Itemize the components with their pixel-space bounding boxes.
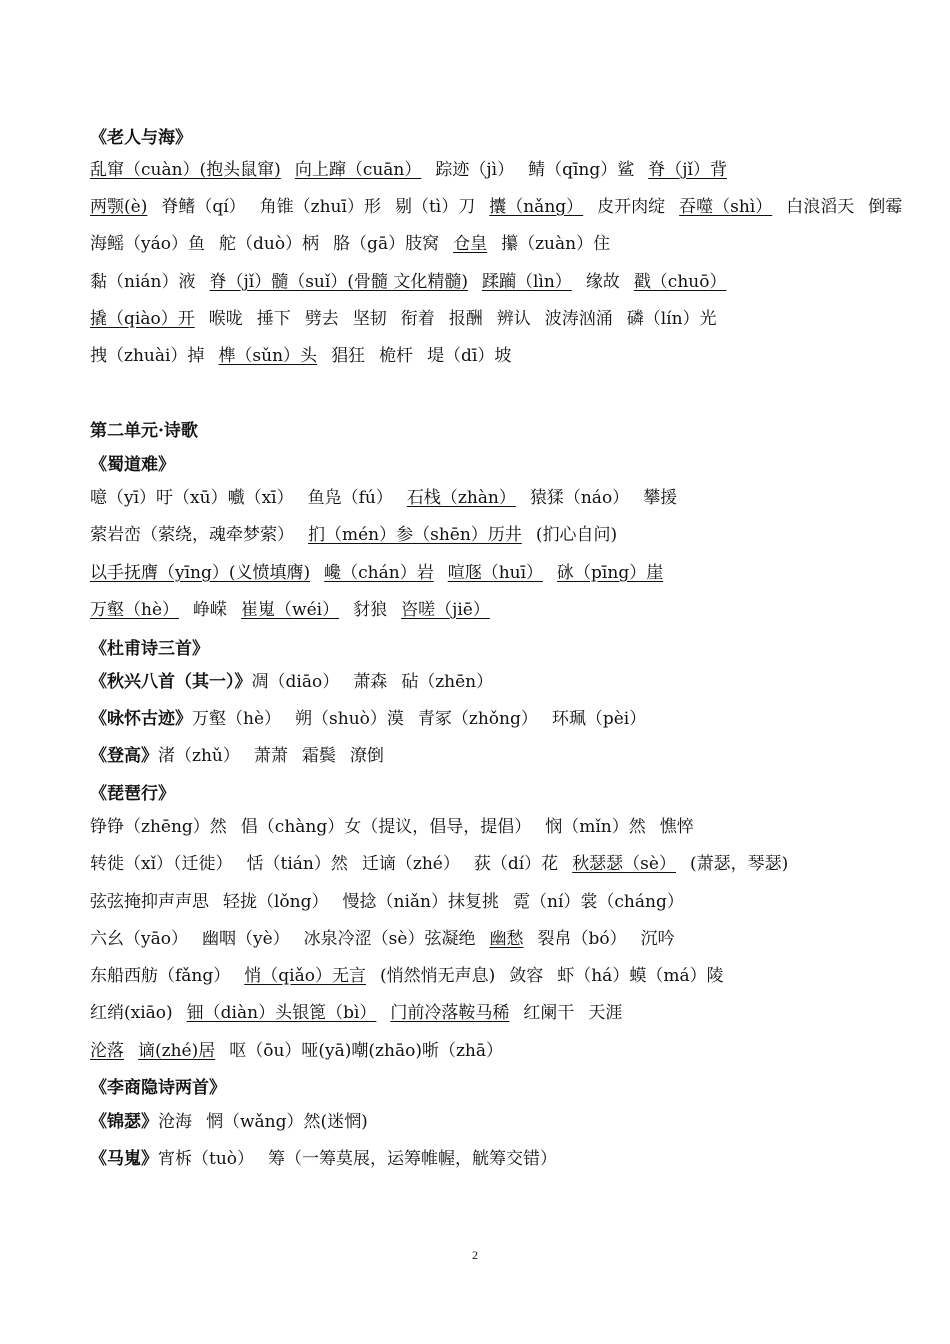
vocab-term: 铮铮（zhēng）然 (90, 817, 227, 837)
vocab-term: 冰泉冷涩（sè）弦凝绝 (303, 929, 476, 949)
vocab-term: 撬（qiào）开 (90, 309, 195, 329)
vocab-line (90, 927, 689, 951)
vocab-line (90, 964, 738, 988)
vocab-term: 戳（chuō） (633, 272, 727, 292)
vocab-term: 虾（há）蟆（má）陵 (557, 966, 724, 986)
vocab-term: 崔嵬（wéi） (241, 600, 340, 620)
vocab-term: 攥（zuàn）住 (501, 234, 611, 254)
vocab-line (90, 486, 691, 510)
vocab-term: 慢捻（niǎn）抹复挑 (342, 892, 499, 912)
vocab-term: 猖狂 (331, 346, 366, 366)
vocab-term: (扪心自问) (535, 525, 618, 545)
vocab-line (90, 1110, 382, 1134)
vocab-term: 倒霉 (868, 197, 903, 217)
vocab-term: (萧瑟，琴瑟) (689, 854, 789, 874)
vocab-term: 踪迹（jì） (435, 160, 515, 180)
vocab-line (90, 1039, 517, 1063)
section-heading: 《老人与海》 (90, 128, 192, 148)
section-heading: 《杜甫诗三首》 (90, 639, 209, 659)
vocab-term: 钿（diàn）头银篦（bì） (186, 1003, 377, 1023)
vocab-term: 谪(zhé)居 (138, 1041, 216, 1061)
vocab-term: 波涛汹涌 (544, 309, 613, 329)
vocab-term: 攮（nǎng） (489, 197, 584, 217)
vocab-term: 迁谪（zhé） (361, 854, 460, 874)
vocab-term: 渚（zhǔ） (158, 746, 240, 766)
vocab-term: 砧（zhēn） (401, 672, 494, 692)
vocab-line (90, 561, 677, 585)
vocab-term: 潦倒 (349, 746, 384, 766)
vocab-term: 辨认 (496, 309, 531, 329)
vocab-term: 脊（jǐ）背 (648, 160, 727, 180)
vocab-term: 幽愁 (489, 929, 524, 949)
vocab-line (90, 523, 631, 547)
vocab-line (90, 598, 504, 622)
vocab-term: 皮开肉绽 (597, 197, 666, 217)
vocab-term: 劈去 (304, 309, 339, 329)
vocab-line (90, 344, 525, 368)
vocab-line (90, 270, 740, 294)
vocab-term: 衔着 (400, 309, 435, 329)
vocab-term: 鱼凫（fú） (307, 488, 393, 508)
vocab-term: 筹（一筹莫展，运筹帷幄，觥筹交错） (268, 1149, 558, 1169)
vocab-term: 两颚(è) (90, 197, 148, 217)
vocab-term: 剔（tì）刀 (394, 197, 476, 217)
vocab-term: 舵（duò）柄 (218, 234, 320, 254)
vocab-term: 萧萧 (253, 746, 288, 766)
vocab-term: 宵柝（tuò） (158, 1149, 255, 1169)
vocab-term: 悯（mǐn）然 (545, 817, 646, 837)
vocab-term: 秋瑟瑟（sè） (572, 854, 676, 874)
vocab-term: 捶下 (256, 309, 291, 329)
vocab-line (90, 195, 916, 219)
vocab-term: 萦岩峦（萦绕，魂牵梦萦） (90, 525, 294, 545)
vocab-line (90, 670, 507, 694)
vocab-term: 门前冷落鞍马稀 (390, 1003, 510, 1023)
vocab-term: 巉（chán）岩 (324, 563, 434, 583)
vocab-term: 荻（dí）花 (473, 854, 559, 874)
vocab-term: 海鳐（yáo）鱼 (90, 234, 205, 254)
vocab-term: 喧豗（huī） (447, 563, 544, 583)
vocab-term: 报酬 (448, 309, 483, 329)
vocab-line (90, 1147, 571, 1171)
poem-label: 《马嵬》 (90, 1149, 158, 1169)
vocab-term: 萧森 (353, 672, 388, 692)
vocab-term: 砯（pīng）崖 (557, 563, 664, 583)
vocab-term: 转徙（xǐ）（迁徙） (90, 854, 233, 874)
vocab-term: (悄然悄无声息) (379, 966, 496, 986)
section-heading: 《李商隐诗两首》 (90, 1078, 226, 1098)
vocab-line (90, 744, 398, 768)
vocab-term: 黏（nián）液 (90, 272, 196, 292)
vocab-term: 沦落 (90, 1041, 124, 1061)
vocab-term: 呕（ōu）哑(yā)嘲(zhāo)哳（zhā） (229, 1041, 504, 1061)
poem-label: 《登高》 (90, 746, 158, 766)
vocab-term: 攀援 (643, 488, 678, 508)
vocab-term: 万壑（hè） (192, 709, 282, 729)
vocab-term: 拽（zhuài）掉 (90, 346, 205, 366)
vocab-term: 扪（mén）参（shēn）历井 (308, 525, 522, 545)
vocab-term: 角锥（zhuī）形 (259, 197, 381, 217)
vocab-term: 万壑（hè） (90, 600, 180, 620)
vocab-term: 桅杆 (379, 346, 414, 366)
vocab-term: 以手抚膺（yīng）(义愤填膺) (90, 563, 311, 583)
vocab-term: 轻拢（lǒng） (223, 892, 329, 912)
vocab-term: 脊（jǐ）髓（suǐ）(骨髓 文化精髓) (209, 272, 468, 292)
vocab-term: 沧海 (158, 1112, 192, 1132)
vocab-line (90, 852, 802, 876)
vocab-term: 堤（dī）坡 (427, 346, 512, 366)
vocab-term: 向上蹿（cuān） (294, 160, 422, 180)
vocab-term: 鲭（qīng）鲨 (528, 160, 635, 180)
vocab-term: 咨嗟（jiē） (401, 600, 490, 620)
vocab-line (90, 158, 741, 182)
vocab-term: 白浪滔天 (786, 197, 855, 217)
vocab-term: 环珮（pèi） (551, 709, 647, 729)
vocab-term: 红绡(xiāo) (90, 1003, 173, 1023)
vocab-term: 青冢（zhǒng） (417, 709, 538, 729)
vocab-line (90, 890, 698, 914)
vocab-term: 弦弦掩抑声声思 (90, 892, 209, 912)
vocab-term: 霓（ní）裳（cháng） (513, 892, 684, 912)
vocab-term: 磷（lín）光 (626, 309, 717, 329)
vocab-term: 倡（chàng）女（提议，倡导，提倡） (240, 817, 532, 837)
vocab-line (90, 307, 731, 331)
vocab-term: 胳（gā）肢窝 (333, 234, 440, 254)
vocab-term: 东船西舫（fǎng） (90, 966, 231, 986)
section-heading: 《琵琶行》 (90, 784, 175, 804)
vocab-term: 悄（qiǎo）无言 (244, 966, 366, 986)
vocab-term: 恬（tián）然 (246, 854, 348, 874)
section-heading: 《蜀道难》 (90, 455, 175, 475)
vocab-term: 乱窜（cuàn）(抱头鼠窜) (90, 160, 281, 180)
vocab-term: 仓皇 (453, 234, 488, 254)
vocab-term: 猿猱（náo） (529, 488, 630, 508)
vocab-term: 惘（wǎng）然(迷惘) (206, 1112, 368, 1132)
vocab-term: 噫（yī）吁（xū）嚱（xī） (90, 488, 294, 508)
vocab-term: 凋（diāo） (251, 672, 340, 692)
vocab-term: 吞噬（shì） (679, 197, 773, 217)
vocab-line (90, 232, 624, 256)
poem-label: 《锦瑟》 (90, 1112, 158, 1132)
vocab-term: 霜鬓 (301, 746, 336, 766)
vocab-term: 石栈（zhàn） (406, 488, 516, 508)
poem-label: 《咏怀古迹》 (90, 709, 192, 729)
vocab-term: 红阑干 (523, 1003, 575, 1023)
vocab-term: 裂帛（bó） (537, 929, 627, 949)
vocab-line (90, 815, 708, 839)
vocab-term: 六幺（yāo） (90, 929, 188, 949)
page-number: 2 (472, 1248, 478, 1262)
vocab-term: 敛容 (509, 966, 544, 986)
vocab-term: 豺狼 (353, 600, 388, 620)
vocab-line (90, 1001, 636, 1025)
vocab-term: 朔（shuò）漠 (295, 709, 404, 729)
vocab-term: 缘故 (585, 272, 620, 292)
vocab-term: 天涯 (588, 1003, 623, 1023)
vocab-term: 脊鳍（qí） (161, 197, 246, 217)
vocab-term: 峥嵘 (193, 600, 228, 620)
vocab-term: 幽咽（yè） (201, 929, 290, 949)
poem-label: 《秋兴八首（其一）》 (90, 672, 252, 692)
vocab-line (90, 707, 660, 731)
vocab-term: 坚韧 (352, 309, 387, 329)
vocab-term: 榫（sǔn）头 (218, 346, 318, 366)
vocab-term: 憔悴 (659, 817, 694, 837)
vocab-term: 蹂躏（lìn） (481, 272, 572, 292)
section-heading: 第二单元·诗歌 (90, 421, 198, 441)
vocab-term: 沉吟 (640, 929, 675, 949)
vocab-term: 喉咙 (208, 309, 243, 329)
